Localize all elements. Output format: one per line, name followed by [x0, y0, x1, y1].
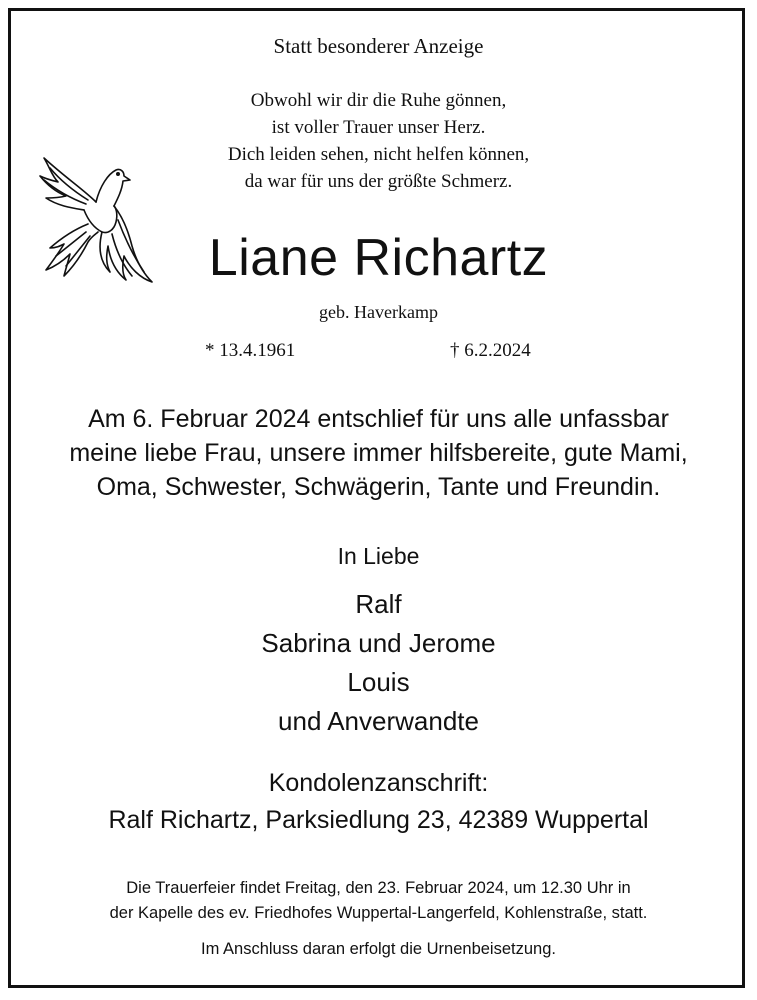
condolence-label: Kondolenzanschrift:	[268, 769, 489, 797]
announcement-line: meine liebe Frau, unsere immer hilfsbereite, gute Mami,	[69, 439, 688, 467]
condolence-address	[0, 765, 757, 839]
family-member: Sabrina und Jerome	[261, 628, 496, 658]
announcement-text	[0, 402, 757, 504]
poem-line: Obwohl wir dir die Ruhe gönnen,	[250, 90, 507, 111]
poem-line: ist voller Trauer unser Herz.	[271, 117, 486, 138]
announcement-line: Am 6. Februar 2024 entschlief für uns alle unfassbar	[88, 405, 669, 433]
funeral-info	[0, 876, 757, 926]
urn-burial-info: Im Anschluss daran erfolgt die Urnenbeisetzung.	[201, 940, 556, 958]
birth-date: * 13.4.1961	[205, 340, 296, 361]
deceased-name: Liane Richartz	[208, 229, 549, 287]
family-list	[0, 585, 757, 741]
family-member: Ralf	[355, 589, 402, 619]
funeral-line: Die Trauerfeier findet Freitag, den 23. Februar 2024, um 12.30 Uhr in	[126, 879, 631, 897]
poem-line: da war für uns der größte Schmerz.	[244, 171, 513, 192]
funeral-line: der Kapelle des ev. Friedhofes Wuppertal-Langerfeld, Kohlenstraße, statt.	[109, 904, 648, 922]
in-love-label: In Liebe	[337, 543, 420, 569]
death-date: † 6.2.2024	[450, 340, 531, 361]
family-member: Louis	[347, 667, 410, 697]
family-member: und Anverwandte	[278, 706, 479, 736]
poem-line: Dich leiden sehen, nicht helfen können,	[227, 144, 530, 165]
condolence-address-line: Ralf Richartz, Parksiedlung 23, 42389 Wuppertal	[108, 806, 649, 834]
birth-name: geb. Haverkamp	[319, 302, 438, 322]
notice-header: Statt besonderer Anzeige	[273, 34, 484, 58]
announcement-line: Oma, Schwester, Schwägerin, Tante und Freundin.	[96, 473, 661, 501]
